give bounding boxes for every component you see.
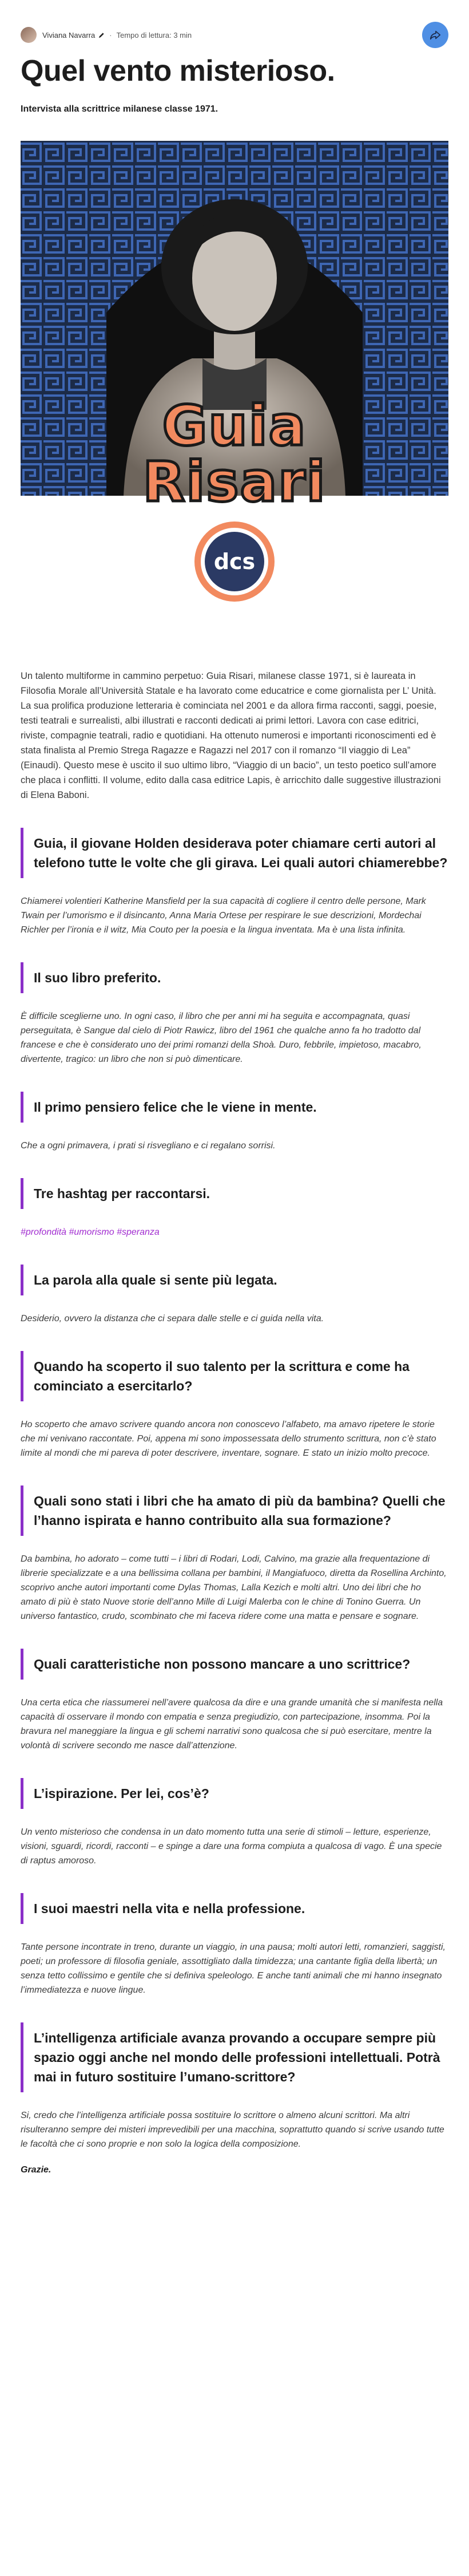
pencil-icon bbox=[98, 32, 105, 38]
answer: Desiderio, ovvero la distanza che ci separa dalle stelle e ci guida nella vita. bbox=[21, 1314, 324, 1323]
answer: Una certa etica che riassumerei nell’avere qualcosa da dire e una grande umanità che si manifesta nella capacità di osservare il mondo con empatia e senza pregiudizio, con partecipazione, insomma. Poi la bravura nel maneggiare la lingua e gli schemi narrativi sono qualcosa che si può esercitare, mentre la volontà di scrivere secondo me nasce dall’attenzione. bbox=[21, 1698, 443, 1751]
author-name-text[interactable]: Viviana Navarra bbox=[42, 30, 96, 39]
article-intro: Un talento multiforme in cammino perpetuo: Guia Risari, milanese classe 1971, si è laureata in Filosofia Morale all’Università Statale e ha lavorato come educatrice e come giornalista per L’ Unità. La sua prolifica produzione letteraria è cominciata nel 2001 e da allora firma racconti, saggi, poesie, testi teatrali e surrealisti, albi illustrati e racconti dedicati ai primi lettori. Lavora con case editrici, riviste, compagnie teatrali, radio e quotidiani. Ha ottenuto numerosi e importanti riconoscimenti ed è stata finalista al Premio Strega Ragazze e Ragazzi nel 2017 con il romanzo “Il viaggio di Lea” (Einaudi). Questo mese è uscito il suo ultimo libro, “Viaggio di un bacio”, un testo poetico sull’amore che placa i conflitti. Il volume, edito dalla casa editrice Lapis, è arricchito dalle suggestive illustrazioni di Elena Baboni. bbox=[21, 671, 441, 800]
answer: Tante persone incontrate in treno, durante un viaggio, in una pausa; molti autori letti, romanzieri, saggisti, poeti; un professore di filosofia geniale, assottigliato dalla timidezza; una cantante figlia della libertà; un senza tetto collissimo e gentile che si definiva speleologo. E anche tanti animali che mi hanno insegnato l’immediatezza e nuove lingue. bbox=[21, 1942, 446, 1995]
answer-hashtags[interactable]: #profondità #umorismo #speranza bbox=[21, 1227, 160, 1237]
qa-item bbox=[21, 1265, 448, 1326]
qa-item bbox=[21, 1351, 448, 1460]
answer: Chiamerei volentieri Katherine Mansfield per la sua capacità di cogliere il centro delle persone, Mark Twain per l’umorismo e il disincanto, Anna Maria Ortese per respirare le sue descrizioni, Mordechai Richler per l’ironia e il witz, Mia Couto per la poesia e la lingua inventata. Ma è una lista infinita. bbox=[21, 896, 426, 935]
closing-text: Grazie. bbox=[21, 2165, 51, 2175]
answer: Ho scoperto che amavo scrivere quando ancora non conoscevo l’alfabeto, ma amavo ripetere le storie che mi venivano raccontate. Poi, appena mi sono impossessata dello strumento scrittura, non c’è stato limite al mondi che mi pareva di poter descrivere, inventare, sognare. E stato un inizio molto precoce. bbox=[21, 1420, 436, 1458]
hero-illustration bbox=[21, 141, 448, 606]
qa-item bbox=[21, 1649, 448, 1753]
qa-item bbox=[21, 1778, 448, 1868]
question: La parola alla quale si sente più legata. bbox=[21, 1265, 448, 1295]
author-name[interactable] bbox=[42, 31, 105, 39]
question: Quando ha scoperto il suo talento per la scrittura e come ha cominciato a esercitarlo? bbox=[21, 1351, 448, 1401]
qa-item bbox=[21, 1092, 448, 1153]
answer: È difficile sceglierne uno. In ogni caso, il libro che per anni mi ha seguita e accompagnata, quasi perseguitata, è Sangue dal cielo di Piotr Rawicz, libro del 1961 che qualche anno fa ho tradotto dal francese e che è considerato uno dei primi romanzi della Shoà. Duro, febbrile, impietoso, macabro, divertente, tragico: un libro che non si può dimenticare. bbox=[21, 1012, 422, 1064]
qa-item bbox=[21, 1178, 448, 1239]
qa-item bbox=[21, 1485, 448, 1623]
read-time: Tempo di lettura: 3 min bbox=[116, 30, 192, 39]
logo-text: dcs bbox=[213, 549, 256, 574]
question: I suoi maestri nella vita e nella professione. bbox=[21, 1893, 448, 1924]
hero-name-line2: Risari bbox=[142, 450, 327, 514]
question: Guia, il giovane Holden desiderava poter chiamare certi autori al telefono tutte le volte che gli girava. Lei quali autori chiamerebbe? bbox=[21, 828, 448, 878]
qa-list bbox=[21, 828, 448, 2151]
question: Il suo libro preferito. bbox=[21, 962, 448, 993]
question: Il primo pensiero felice che le viene in mente. bbox=[21, 1092, 448, 1123]
question: L’ispirazione. Per lei, cos’è? bbox=[21, 1778, 448, 1809]
hero-name-line1: Guia bbox=[162, 394, 307, 458]
answer: Un vento misterioso che condensa in un dato momento tutta una serie di stimoli – letture, esperienze, visioni, sguardi, ricordi, racconti – e spinge a dare una forma compiuta a qualcosa di vago. È una specie di raptus amoroso. bbox=[21, 1827, 442, 1866]
article-meta bbox=[21, 21, 448, 49]
share-button[interactable] bbox=[422, 22, 448, 48]
qa-item bbox=[21, 2022, 448, 2151]
answer: Si, credo che l’intelligenza artificiale possa sostituire lo scrittore o almeno alcuni scrittori. Ma altri risulteranno sempre dei misteri imprevedibili per una macchina, soprattutto quando si scrive usando tutte le facoltà che ci sono proprie e non solo la logica della composizione. bbox=[21, 2111, 444, 2149]
hero-name bbox=[21, 394, 448, 514]
answer: Da bambina, ho adorato – come tutti – i libri di Rodari, Lodi, Calvino, ma grazie alla frequentazione di librerie specializzate e a una bellissima collana per bambini, il Mangiafuoco, diretta da Rosellina Archinto, scoprivo anche autori importanti come Dylas Thomas, Lalla Kezich e molti altri. Uno dei libri che ho amato di più è stato Nuove storie dell’anno Mille di Luigi Malerba con le chine di Tonino Guerra. Un universo fantastico, crudo, scombinato che mi faceva ridere come una matta e pensare e sognare. bbox=[21, 1554, 447, 1621]
question: Quali caratteristiche non possono mancare a uno scrittrice? bbox=[21, 1649, 448, 1680]
meta-separator: · bbox=[109, 30, 112, 39]
question: Quali sono stati i libri che ha amato di più da bambina? Quelli che l’hanno ispirata e hanno contribuito alla sua formazione? bbox=[21, 1485, 448, 1536]
author-avatar[interactable] bbox=[21, 27, 37, 43]
article-subtitle: Intervista alla scrittrice milanese classe 1971. bbox=[21, 104, 218, 114]
question: Tre hashtag per raccontarsi. bbox=[21, 1178, 448, 1209]
qa-item bbox=[21, 1893, 448, 1997]
qa-item bbox=[21, 962, 448, 1066]
share-arrow-icon bbox=[429, 29, 442, 41]
article-title: Quel vento misterioso. bbox=[21, 54, 335, 88]
answer: Che a ogni primavera, i prati si risvegliano e ci regalano sorrisi. bbox=[21, 1141, 276, 1151]
question: L’intelligenza artificiale avanza provando a occupare sempre più spazio oggi anche nel mondo delle professioni intellettuali. Potrà mai in futuro sostituire l’umano-scrittore? bbox=[21, 2022, 448, 2092]
publisher-logo bbox=[194, 521, 275, 602]
qa-item bbox=[21, 828, 448, 937]
